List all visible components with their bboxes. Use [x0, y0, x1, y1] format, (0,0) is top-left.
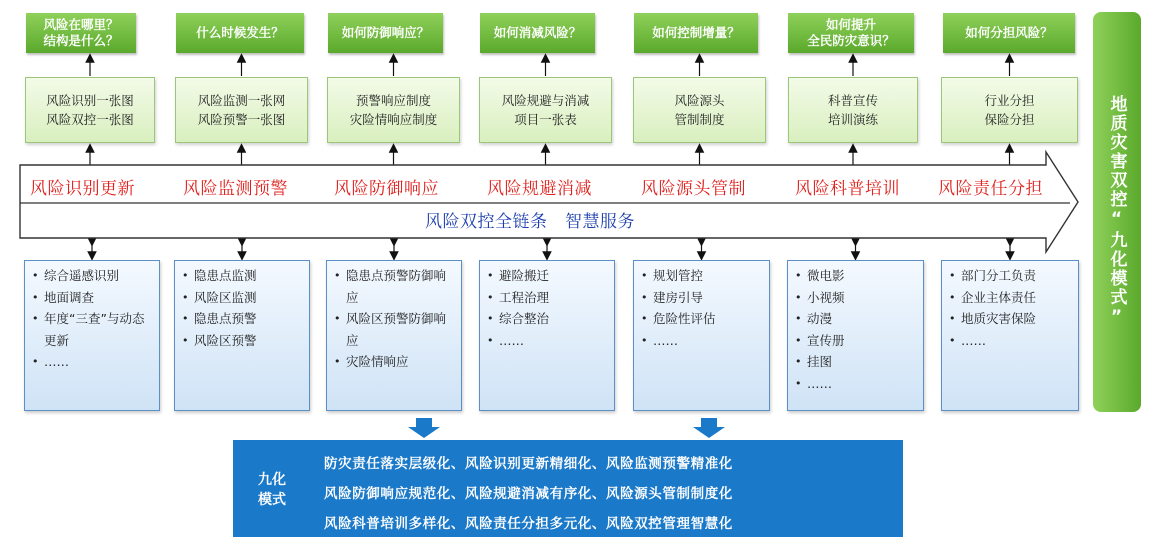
stage-label: 风险规避消减	[487, 179, 592, 199]
detail-item: • 企业主体责任	[949, 287, 1073, 309]
detail-box	[479, 260, 615, 411]
stage-label: 风险防御响应	[334, 179, 439, 199]
measure-box: 行业分担 保险分担	[941, 77, 1078, 143]
detail-item: • 风险区预警防御响应	[334, 308, 456, 351]
chain-arrow	[20, 152, 1078, 252]
question-box: 风险在哪里？ 结构是什么？	[26, 13, 136, 53]
detail-item: • 小视频	[795, 287, 918, 309]
detail-item: • 动漫	[795, 308, 918, 330]
detail-item: • 风险区预警	[182, 330, 304, 352]
detail-item: • 年度“三查”与动态更新	[32, 308, 154, 351]
detail-list	[32, 265, 154, 373]
summary-title	[247, 470, 297, 510]
measure-box: 风险源头 管制制度	[633, 77, 766, 143]
detail-item: • 挂图	[795, 351, 918, 373]
question-box: 如何消减风险？	[480, 13, 595, 53]
down-arrow-right	[693, 418, 725, 438]
detail-box	[326, 260, 462, 411]
detail-item: • 部门分工负责	[949, 265, 1073, 287]
summary-line: 风险科普培训多样化、风险责任分担多元化、风险双控管理智慧化	[324, 516, 733, 532]
stage-label: 风险源头管制	[641, 179, 746, 199]
detail-box	[174, 260, 310, 411]
stage-label: 风险识别更新	[30, 179, 135, 199]
detail-item: • 隐患点预警	[182, 308, 304, 330]
detail-box	[941, 260, 1079, 411]
side-label: 地质灾害双控“九化模式”	[1093, 12, 1141, 412]
detail-item: • 综合整治	[487, 308, 609, 330]
detail-list	[949, 265, 1073, 351]
detail-item: • ……	[795, 373, 918, 395]
detail-item: • 隐患点监测	[182, 265, 304, 287]
question-box: 如何防御响应？	[328, 13, 443, 53]
detail-item: • 规划管控	[641, 265, 764, 287]
detail-item: • ……	[949, 330, 1073, 352]
detail-box	[787, 260, 924, 411]
detail-item: • 隐患点预警防御响应	[334, 265, 456, 308]
detail-item: • ……	[487, 330, 609, 352]
detail-item: • 地质灾害保险	[949, 308, 1073, 330]
detail-item: • 风险区监测	[182, 287, 304, 309]
summary-panel	[233, 440, 903, 537]
summary-title-line1: 九化	[258, 472, 286, 488]
detail-box	[24, 260, 160, 411]
measure-box: 科普宣传 培训演练	[788, 77, 918, 143]
detail-item: • 建房引导	[641, 287, 764, 309]
detail-item: • 工程治理	[487, 287, 609, 309]
down-arrow-left	[408, 418, 440, 438]
stage-label: 风险监测预警	[183, 179, 288, 199]
question-box: 如何分担风险？	[943, 13, 1075, 53]
detail-box	[633, 260, 770, 411]
detail-item: • 危险性评估	[641, 308, 764, 330]
measure-box: 风险监测一张网 风险预警一张图	[175, 77, 308, 143]
detail-item: • 宣传册	[795, 330, 918, 352]
measure-box: 风险规避与消减 项目一张表	[479, 77, 612, 143]
detail-item: • ……	[641, 330, 764, 352]
stage-label: 风险科普培训	[795, 179, 900, 199]
detail-item: • 灾险情响应	[334, 351, 456, 373]
measure-box: 预警响应制度 灾险情响应制度	[327, 77, 460, 143]
detail-item: • ……	[32, 351, 154, 373]
detail-item: • 微电影	[795, 265, 918, 287]
question-box: 什么时候发生？	[176, 13, 304, 53]
summary-title-line2: 模式	[258, 492, 286, 508]
summary-line: 风险防御响应规范化、风险规避消减有序化、风险源头管制制度化	[324, 486, 733, 502]
detail-list	[641, 265, 764, 351]
question-box: 如何控制增量？	[634, 13, 758, 53]
detail-item: • 地面调查	[32, 287, 154, 309]
detail-list	[182, 265, 304, 351]
stage-label: 风险责任分担	[938, 179, 1043, 199]
detail-list	[795, 265, 918, 394]
measure-box: 风险识别一张图 风险双控一张图	[25, 77, 155, 143]
question-box: 如何提升 全民防灾意识？	[788, 13, 914, 53]
detail-list	[487, 265, 609, 351]
summary-line: 防灾责任落实层级化、风险识别更新精细化、风险监测预警精准化	[324, 456, 733, 472]
detail-item: • 综合遥感识别	[32, 265, 154, 287]
detail-item: • 避险搬迁	[487, 265, 609, 287]
detail-list	[334, 265, 456, 373]
chain-label: 风险双控全链条 智慧服务	[425, 212, 635, 232]
